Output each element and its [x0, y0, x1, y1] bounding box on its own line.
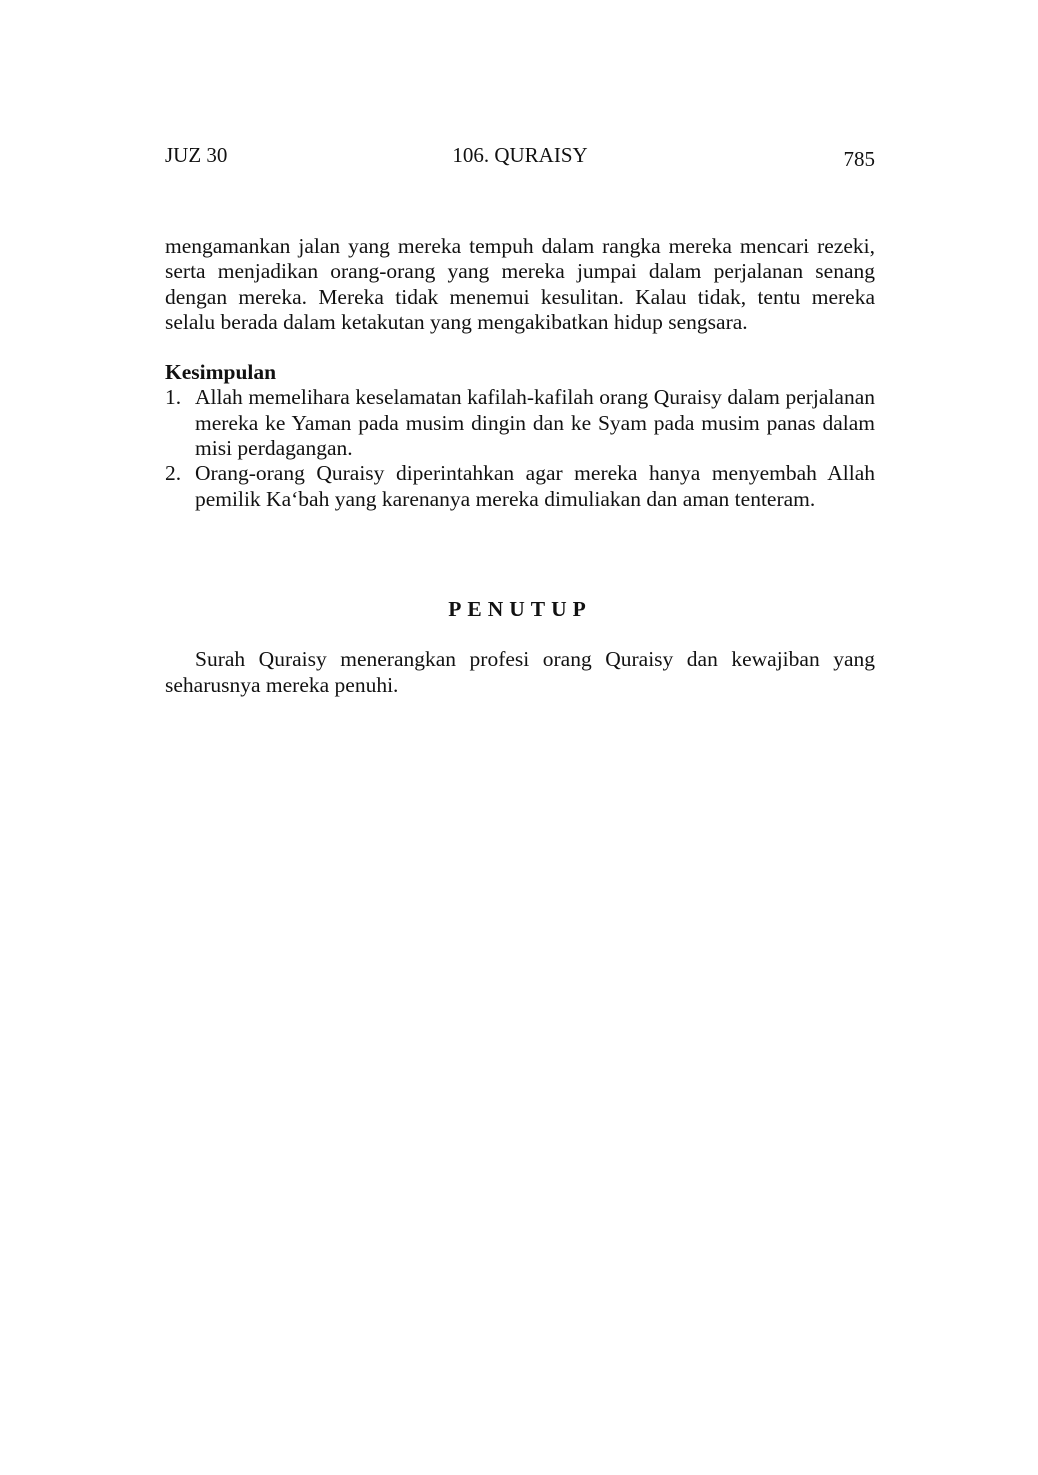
header-surah-title: 106. QURAISY [452, 143, 588, 167]
page-content [165, 234, 875, 698]
page-number: 785 [843, 147, 875, 171]
closing-heading: PENUTUP [448, 596, 592, 621]
closing-paragraph: Surah Quraisy menerangkan profesi orang Quraisy dan kewajiban yang seharusnya mereka penuhi. [165, 647, 875, 697]
summary-item-text: Orang-orang Quraisy diperintahkan agar mereka hanya menyembah Allah pemilik Ka‘bah yang karenanya mereka dimuliakan dan aman tenteram. [195, 461, 875, 511]
summary-item [165, 461, 875, 512]
summary-item-number: 2. [165, 461, 182, 486]
summary-item-number: 1. [165, 385, 182, 410]
summary-item [165, 385, 875, 461]
summary-heading: Kesimpulan [165, 360, 277, 385]
summary-list [165, 385, 875, 511]
summary-item-text: Allah memelihara keselamatan kafilah-kafilah orang Quraisy dalam perjalanan mereka ke Yaman pada musim dingin dan ke Syam pada musim panas dalam misi perdagangan. [195, 385, 875, 461]
header-juz: JUZ 30 [165, 143, 228, 167]
intro-paragraph: mengamankan jalan yang mereka tempuh dalam rangka mereka mencari rezeki, serta menjadikan orang-orang yang mereka jumpai dalam perjalanan senang dengan mereka. Mereka tidak menemui kesulitan. Kalau tidak, tentu mereka selalu berada dalam ketakutan yang mengakibatkan hidup sengsara. [165, 234, 875, 334]
running-header [165, 143, 875, 173]
